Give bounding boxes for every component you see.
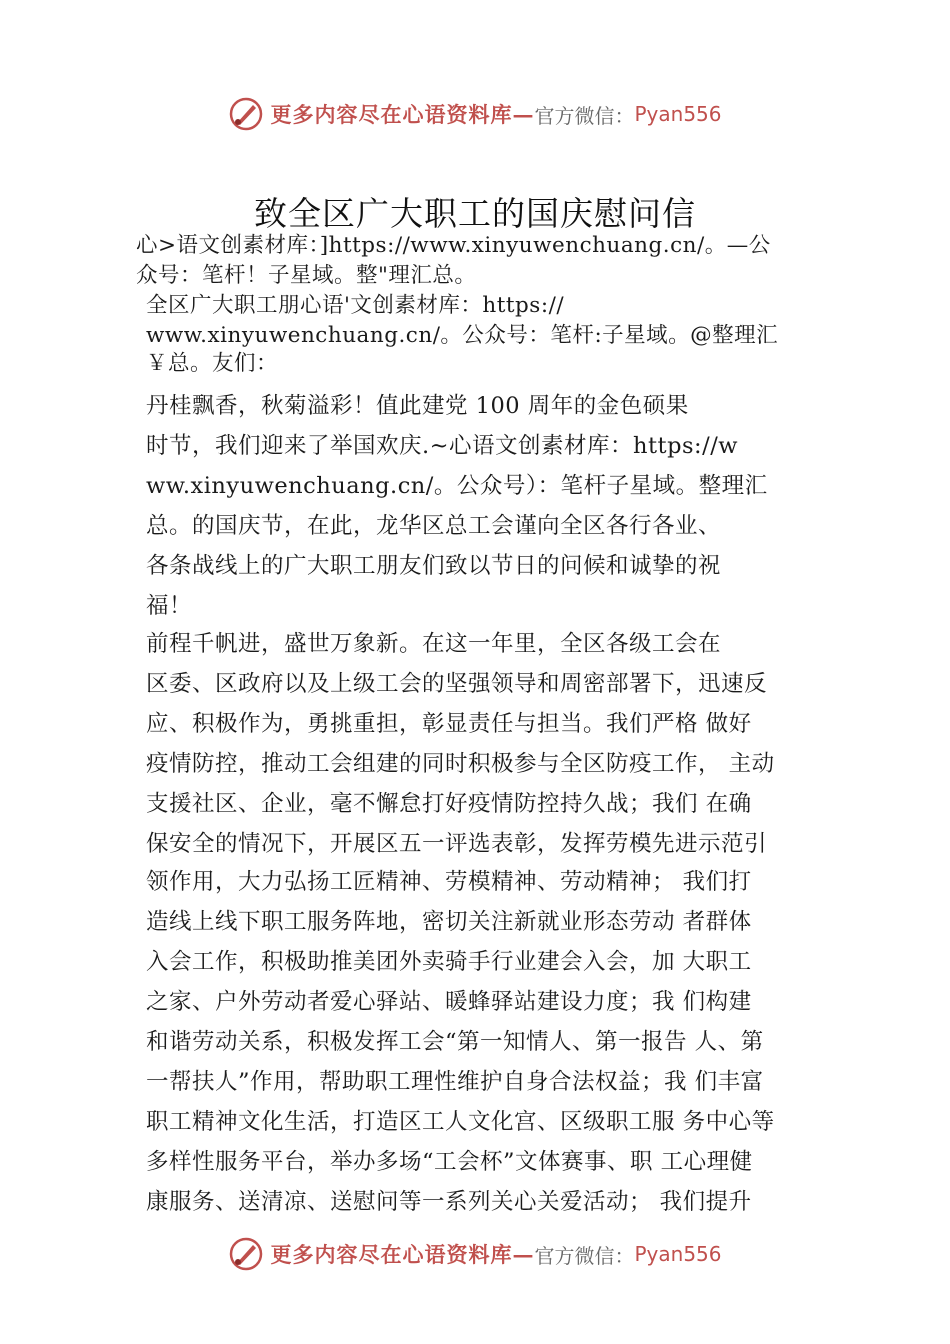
banner-wechat-label: 官方微信：: [534, 1243, 635, 1268]
body-line: 应、积极作为，勇挑重担，彰显责任与担当。我们严格 做好: [146, 711, 752, 737]
banner-wechat-label: 官方微信：: [534, 103, 635, 128]
body-line: 造线上线下职工服务阵地，密切关注新就业形态劳动 者群体: [146, 909, 752, 935]
banner-text: 更多内容尽在心语资料库—: [270, 1242, 535, 1267]
body-line: 各条战线上的广大职工朋友们致以节日的问候和诚挚的祝: [146, 553, 722, 579]
body-line: 时节，我们迎来了举国欢庆.~心语文创素材库：https://w: [146, 433, 739, 459]
body-line: 保安全的情况下，开展区五一评选表彰，发挥劳模先进示范引: [146, 831, 768, 857]
body-line: 职工精神文化生活，打造区工人文化宫、区级职工服 务中心等: [146, 1109, 775, 1135]
body-line: 支援社区、企业，毫不懈怠打好疫情防控持久战；我们 在确: [146, 791, 752, 817]
body-line: 康服务、送清凉、送慰问等一系列关心关爱活动； 我们提升: [146, 1189, 752, 1215]
body-line: 众号：笔杆！子星域。整"理汇总。: [136, 263, 477, 288]
body-line: 前程千帆进，盛世万象新。在这一年里，全区各级工会在: [146, 631, 722, 657]
body-line: 福！: [146, 593, 193, 619]
body-line: 之家、户外劳动者爱心驿站、暖蜂驿站建设力度；我 们构建: [146, 989, 752, 1015]
brush-logo-icon: [228, 96, 264, 132]
body-line: ww.xinyuwenchuang.cn/。公众号）：笔杆子星域。整理汇: [146, 473, 768, 499]
banner-wechat-id: Pyan556: [634, 1242, 722, 1266]
brush-logo-icon: [228, 1236, 264, 1272]
body-line: 多样性服务平台，举办多场“工会杯”文体赛事、职 工心理健: [146, 1149, 753, 1175]
body-line: 区委、区政府以及上级工会的坚强领导和周密部署下，迅速反: [146, 671, 768, 697]
header-banner: [0, 92, 950, 136]
body-line: 全区广大职工朋心语'文创素材库：https://: [146, 293, 565, 318]
body-line: 领作用，大力弘扬工匠精神、劳模精神、劳动精神； 我们打: [146, 869, 752, 895]
body-line: 疫情防控，推动工会组建的同时积极参与全区防疫工作， 主动: [146, 751, 775, 777]
body-line: 心>语文创素材库：]https://www.xinyuwenchuang.cn/。—公: [136, 233, 771, 258]
body-line: 丹桂飘香，秋菊溢彩！值此建党 100 周年的金色硕果: [146, 393, 689, 419]
footer-banner: [0, 1232, 950, 1276]
banner-text: 更多内容尽在心语资料库—: [270, 102, 535, 127]
body-line: 一帮扶人”作用，帮助职工理性维护自身合法权益；我 们丰富: [146, 1069, 764, 1095]
document-title: 致全区广大职工的国庆慰问信: [254, 194, 696, 233]
banner-wechat-id: Pyan556: [634, 102, 722, 126]
body-line: 总。的国庆节，在此，龙华区总工会谨向全区各行各业、: [146, 513, 722, 539]
body-line: www.xinyuwenchuang.cn/。公众号：笔杆:子星域。@整理汇: [146, 323, 779, 348]
body-line: 和谐劳动关系，积极发挥工会“第一知情人、第一报告 人、第: [146, 1029, 764, 1055]
body-line: 入会工作，积极助推美团外卖骑手行业建会入会，加 大职工: [146, 949, 752, 975]
body-line: ￥总。友们：: [146, 351, 279, 376]
